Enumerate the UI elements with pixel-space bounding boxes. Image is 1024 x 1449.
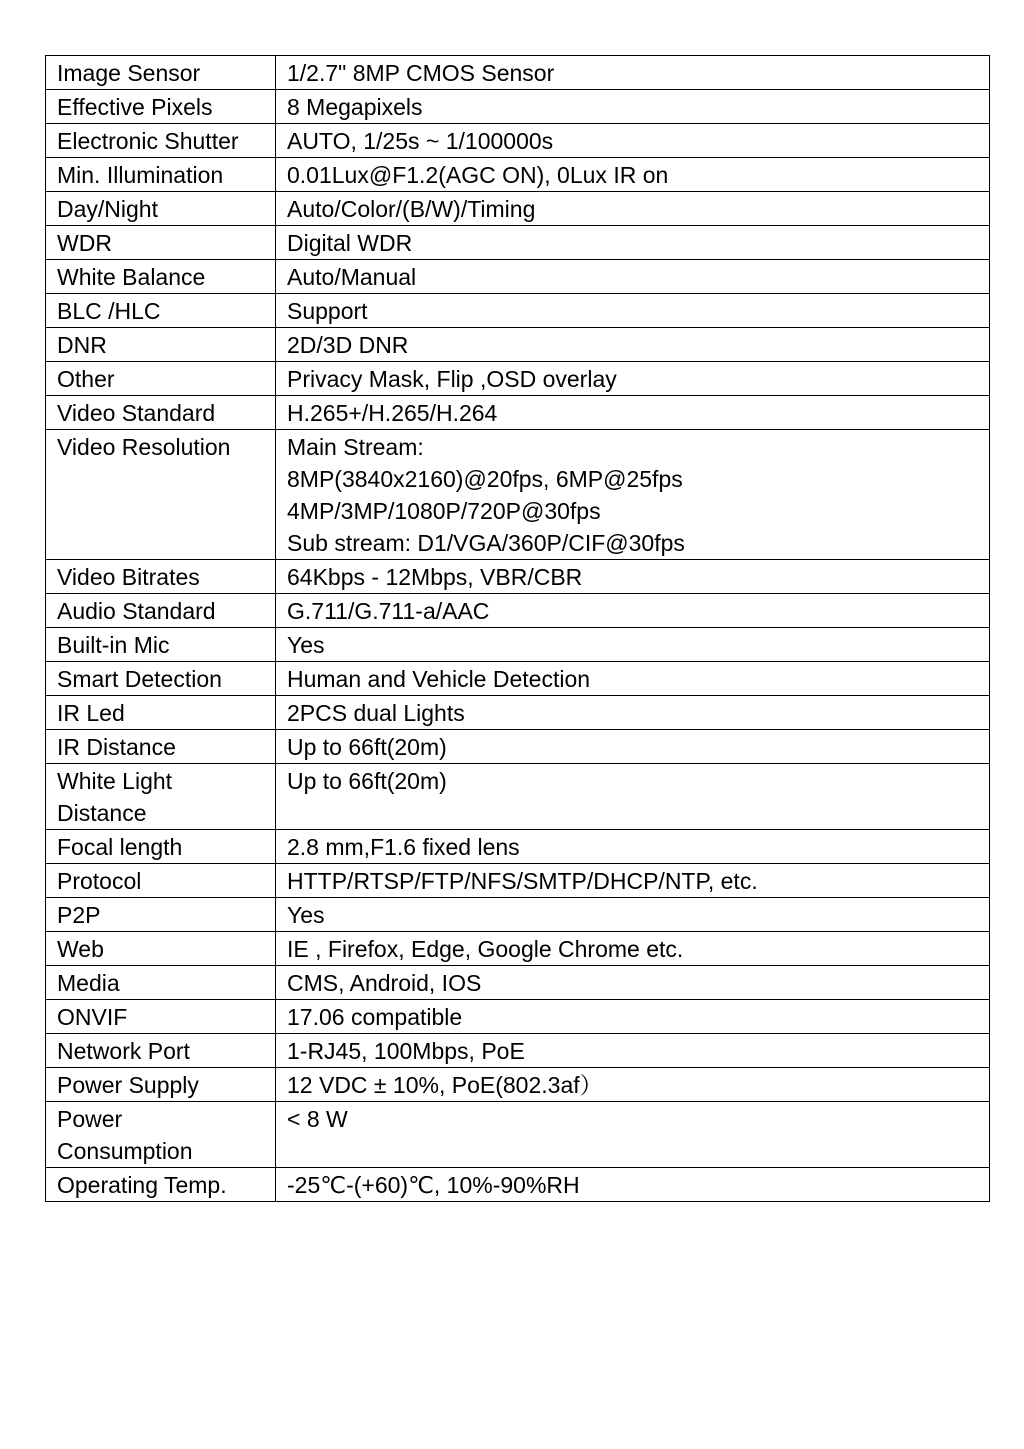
spec-value-cell: [276, 1168, 990, 1202]
spec-label-cell: [46, 124, 276, 158]
spec-row: [46, 764, 990, 830]
spec-value-cell: [276, 1068, 990, 1102]
spec-label-cell: [46, 594, 276, 628]
spec-row: [46, 1034, 990, 1068]
spec-label-cell: [46, 898, 276, 932]
spec-row: [46, 830, 990, 864]
spec-value-cell: [276, 90, 990, 124]
spec-value-line: Auto/Manual: [287, 264, 417, 290]
spec-value-line: Digital WDR: [287, 230, 413, 256]
spec-value-cell: [276, 362, 990, 396]
spec-label-cell: [46, 430, 276, 560]
spec-value-line: 64Kbps - 12Mbps, VBR/CBR: [287, 564, 583, 590]
spec-value-cell: [276, 594, 990, 628]
spec-label-cell: [46, 396, 276, 430]
spec-value-line: 8 Megapixels: [287, 94, 423, 120]
spec-value-line: 8MP(3840x2160)@20fps, 6MP@25fps: [287, 466, 683, 492]
spec-label-line: P2P: [57, 902, 101, 928]
spec-label-cell: [46, 1000, 276, 1034]
spec-label-line: Video Standard: [57, 400, 216, 426]
spec-row: [46, 1102, 990, 1168]
spec-row: [46, 1168, 990, 1202]
spec-value-line: Human and Vehicle Detection: [287, 666, 591, 692]
spec-label-cell: [46, 932, 276, 966]
spec-value-cell: [276, 830, 990, 864]
spec-row: [46, 730, 990, 764]
spec-value-cell: [276, 1034, 990, 1068]
spec-row: [46, 124, 990, 158]
spec-label-cell: [46, 158, 276, 192]
spec-label-cell: [46, 260, 276, 294]
spec-label-cell: [46, 1034, 276, 1068]
spec-value-line: < 8 W: [287, 1106, 348, 1132]
spec-label-cell: [46, 830, 276, 864]
spec-value-cell: [276, 560, 990, 594]
spec-value-line: Yes: [287, 632, 325, 658]
spec-value-cell: [276, 966, 990, 1000]
spec-row: [46, 328, 990, 362]
spec-row: [46, 696, 990, 730]
spec-row: [46, 560, 990, 594]
spec-label-line: Video Resolution: [57, 434, 231, 460]
spec-label-cell: [46, 362, 276, 396]
spec-row: [46, 430, 990, 560]
spec-label-cell: [46, 192, 276, 226]
spec-label-line: Protocol: [57, 868, 142, 894]
spec-label-line: Power: [57, 1106, 123, 1132]
spec-row: [46, 864, 990, 898]
spec-value-cell: [276, 226, 990, 260]
spec-value-line: -25℃-(+60)℃, 10%-90%RH: [287, 1172, 580, 1198]
spec-row: [46, 396, 990, 430]
spec-value-cell: [276, 932, 990, 966]
spec-label-line: IR Led: [57, 700, 125, 726]
spec-label-line: Audio Standard: [57, 598, 216, 624]
spec-value-cell: [276, 328, 990, 362]
spec-value-cell: [276, 662, 990, 696]
spec-label-line: Effective Pixels: [57, 94, 213, 120]
spec-value-line: Up to 66ft(20m): [287, 768, 447, 794]
spec-label-line: Power Supply: [57, 1072, 199, 1098]
spec-label-line: Media: [57, 970, 120, 996]
spec-row: [46, 898, 990, 932]
spec-value-line: IE , Firefox, Edge, Google Chrome etc.: [287, 936, 684, 962]
spec-value-line: HTTP/RTSP/FTP/NFS/SMTP/DHCP/NTP, etc.: [287, 868, 758, 894]
spec-value-line: 2D/3D DNR: [287, 332, 409, 358]
spec-value-line: 17.06 compatible: [287, 1004, 463, 1030]
spec-value-line: Yes: [287, 902, 325, 928]
spec-row: [46, 1000, 990, 1034]
spec-value-cell: [276, 628, 990, 662]
spec-row: [46, 966, 990, 1000]
spec-value-cell: [276, 396, 990, 430]
spec-label-line: Distance: [57, 800, 147, 826]
spec-table-body: [46, 56, 990, 1202]
spec-row: [46, 594, 990, 628]
spec-value-cell: [276, 158, 990, 192]
spec-value-line: 4MP/3MP/1080P/720P@30fps: [287, 498, 601, 524]
spec-label-line: Video Bitrates: [57, 564, 200, 590]
spec-value-cell: [276, 192, 990, 226]
spec-value-cell: [276, 124, 990, 158]
spec-label-cell: [46, 294, 276, 328]
spec-label-cell: [46, 90, 276, 124]
spec-label-line: Electronic Shutter: [57, 128, 239, 154]
spec-label-line: Min. Illumination: [57, 162, 224, 188]
spec-value-line: Auto/Color/(B/W)/Timing: [287, 196, 536, 222]
spec-label-cell: [46, 864, 276, 898]
spec-row: [46, 260, 990, 294]
spec-row: [46, 56, 990, 90]
spec-value-line: CMS, Android, IOS: [287, 970, 482, 996]
spec-label-cell: [46, 56, 276, 90]
spec-label-line: DNR: [57, 332, 107, 358]
spec-label-line: White Balance: [57, 264, 206, 290]
spec-row: [46, 294, 990, 328]
spec-label-line: Web: [57, 936, 104, 962]
spec-label-cell: [46, 1102, 276, 1168]
spec-value-line: 2PCS dual Lights: [287, 700, 465, 726]
spec-label-cell: [46, 696, 276, 730]
spec-table: [45, 55, 990, 1202]
spec-label-cell: [46, 662, 276, 696]
spec-value-cell: [276, 294, 990, 328]
spec-label-cell: [46, 560, 276, 594]
spec-label-cell: [46, 226, 276, 260]
spec-label-line: Smart Detection: [57, 666, 222, 692]
spec-label-line: White Light: [57, 768, 173, 794]
spec-row: [46, 158, 990, 192]
spec-value-cell: [276, 730, 990, 764]
spec-value-cell: [276, 260, 990, 294]
spec-value-line: Privacy Mask, Flip ,OSD overlay: [287, 366, 617, 392]
spec-value-line: 2.8 mm,F1.6 fixed lens: [287, 834, 520, 860]
spec-value-line: G.711/G.711-a/AAC: [287, 598, 490, 624]
spec-value-line: Support: [287, 298, 368, 324]
spec-label-cell: [46, 966, 276, 1000]
spec-row: [46, 226, 990, 260]
spec-label-line: Network Port: [57, 1038, 190, 1064]
spec-value-cell: [276, 1000, 990, 1034]
spec-value-cell: [276, 1102, 990, 1168]
spec-value-line: H.265+/H.265/H.264: [287, 400, 498, 426]
spec-label-line: Operating Temp.: [57, 1172, 227, 1198]
spec-value-cell: [276, 430, 990, 560]
spec-value-line: Main Stream:: [287, 434, 424, 460]
spec-label-line: Image Sensor: [57, 60, 201, 86]
spec-row: [46, 362, 990, 396]
spec-label-line: Consumption: [57, 1138, 193, 1164]
spec-value-line: 1-RJ45, 100Mbps, PoE: [287, 1038, 525, 1064]
spec-label-cell: [46, 628, 276, 662]
spec-value-cell: [276, 764, 990, 830]
spec-label-line: Focal length: [57, 834, 183, 860]
spec-value-cell: [276, 696, 990, 730]
spec-value-line: 0.01Lux@F1.2(AGC ON), 0Lux IR on: [287, 162, 669, 188]
spec-value-line: Sub stream: D1/VGA/360P/CIF@30fps: [287, 530, 685, 556]
spec-value-line: 1/2.7" 8MP CMOS Sensor: [287, 60, 555, 86]
spec-value-cell: [276, 864, 990, 898]
spec-row: [46, 192, 990, 226]
spec-value-cell: [276, 56, 990, 90]
spec-value-cell: [276, 898, 990, 932]
spec-label-line: Built-in Mic: [57, 632, 170, 658]
spec-value-line: 12 VDC ± 10%, PoE(802.3af）: [287, 1072, 603, 1098]
spec-value-line: AUTO, 1/25s ~ 1/100000s: [287, 128, 554, 154]
spec-row: [46, 662, 990, 696]
spec-value-line: Up to 66ft(20m): [287, 734, 447, 760]
spec-row: [46, 628, 990, 662]
spec-label-cell: [46, 1068, 276, 1102]
spec-label-line: Other: [57, 366, 115, 392]
spec-label-line: BLC /HLC: [57, 298, 161, 324]
spec-label-line: Day/Night: [57, 196, 158, 222]
spec-label-line: ONVIF: [57, 1004, 128, 1030]
spec-label-cell: [46, 730, 276, 764]
spec-label-cell: [46, 328, 276, 362]
spec-row: [46, 1068, 990, 1102]
spec-label-cell: [46, 1168, 276, 1202]
spec-label-line: WDR: [57, 230, 112, 256]
spec-row: [46, 90, 990, 124]
spec-label-cell: [46, 764, 276, 830]
spec-row: [46, 932, 990, 966]
spec-label-line: IR Distance: [57, 734, 176, 760]
